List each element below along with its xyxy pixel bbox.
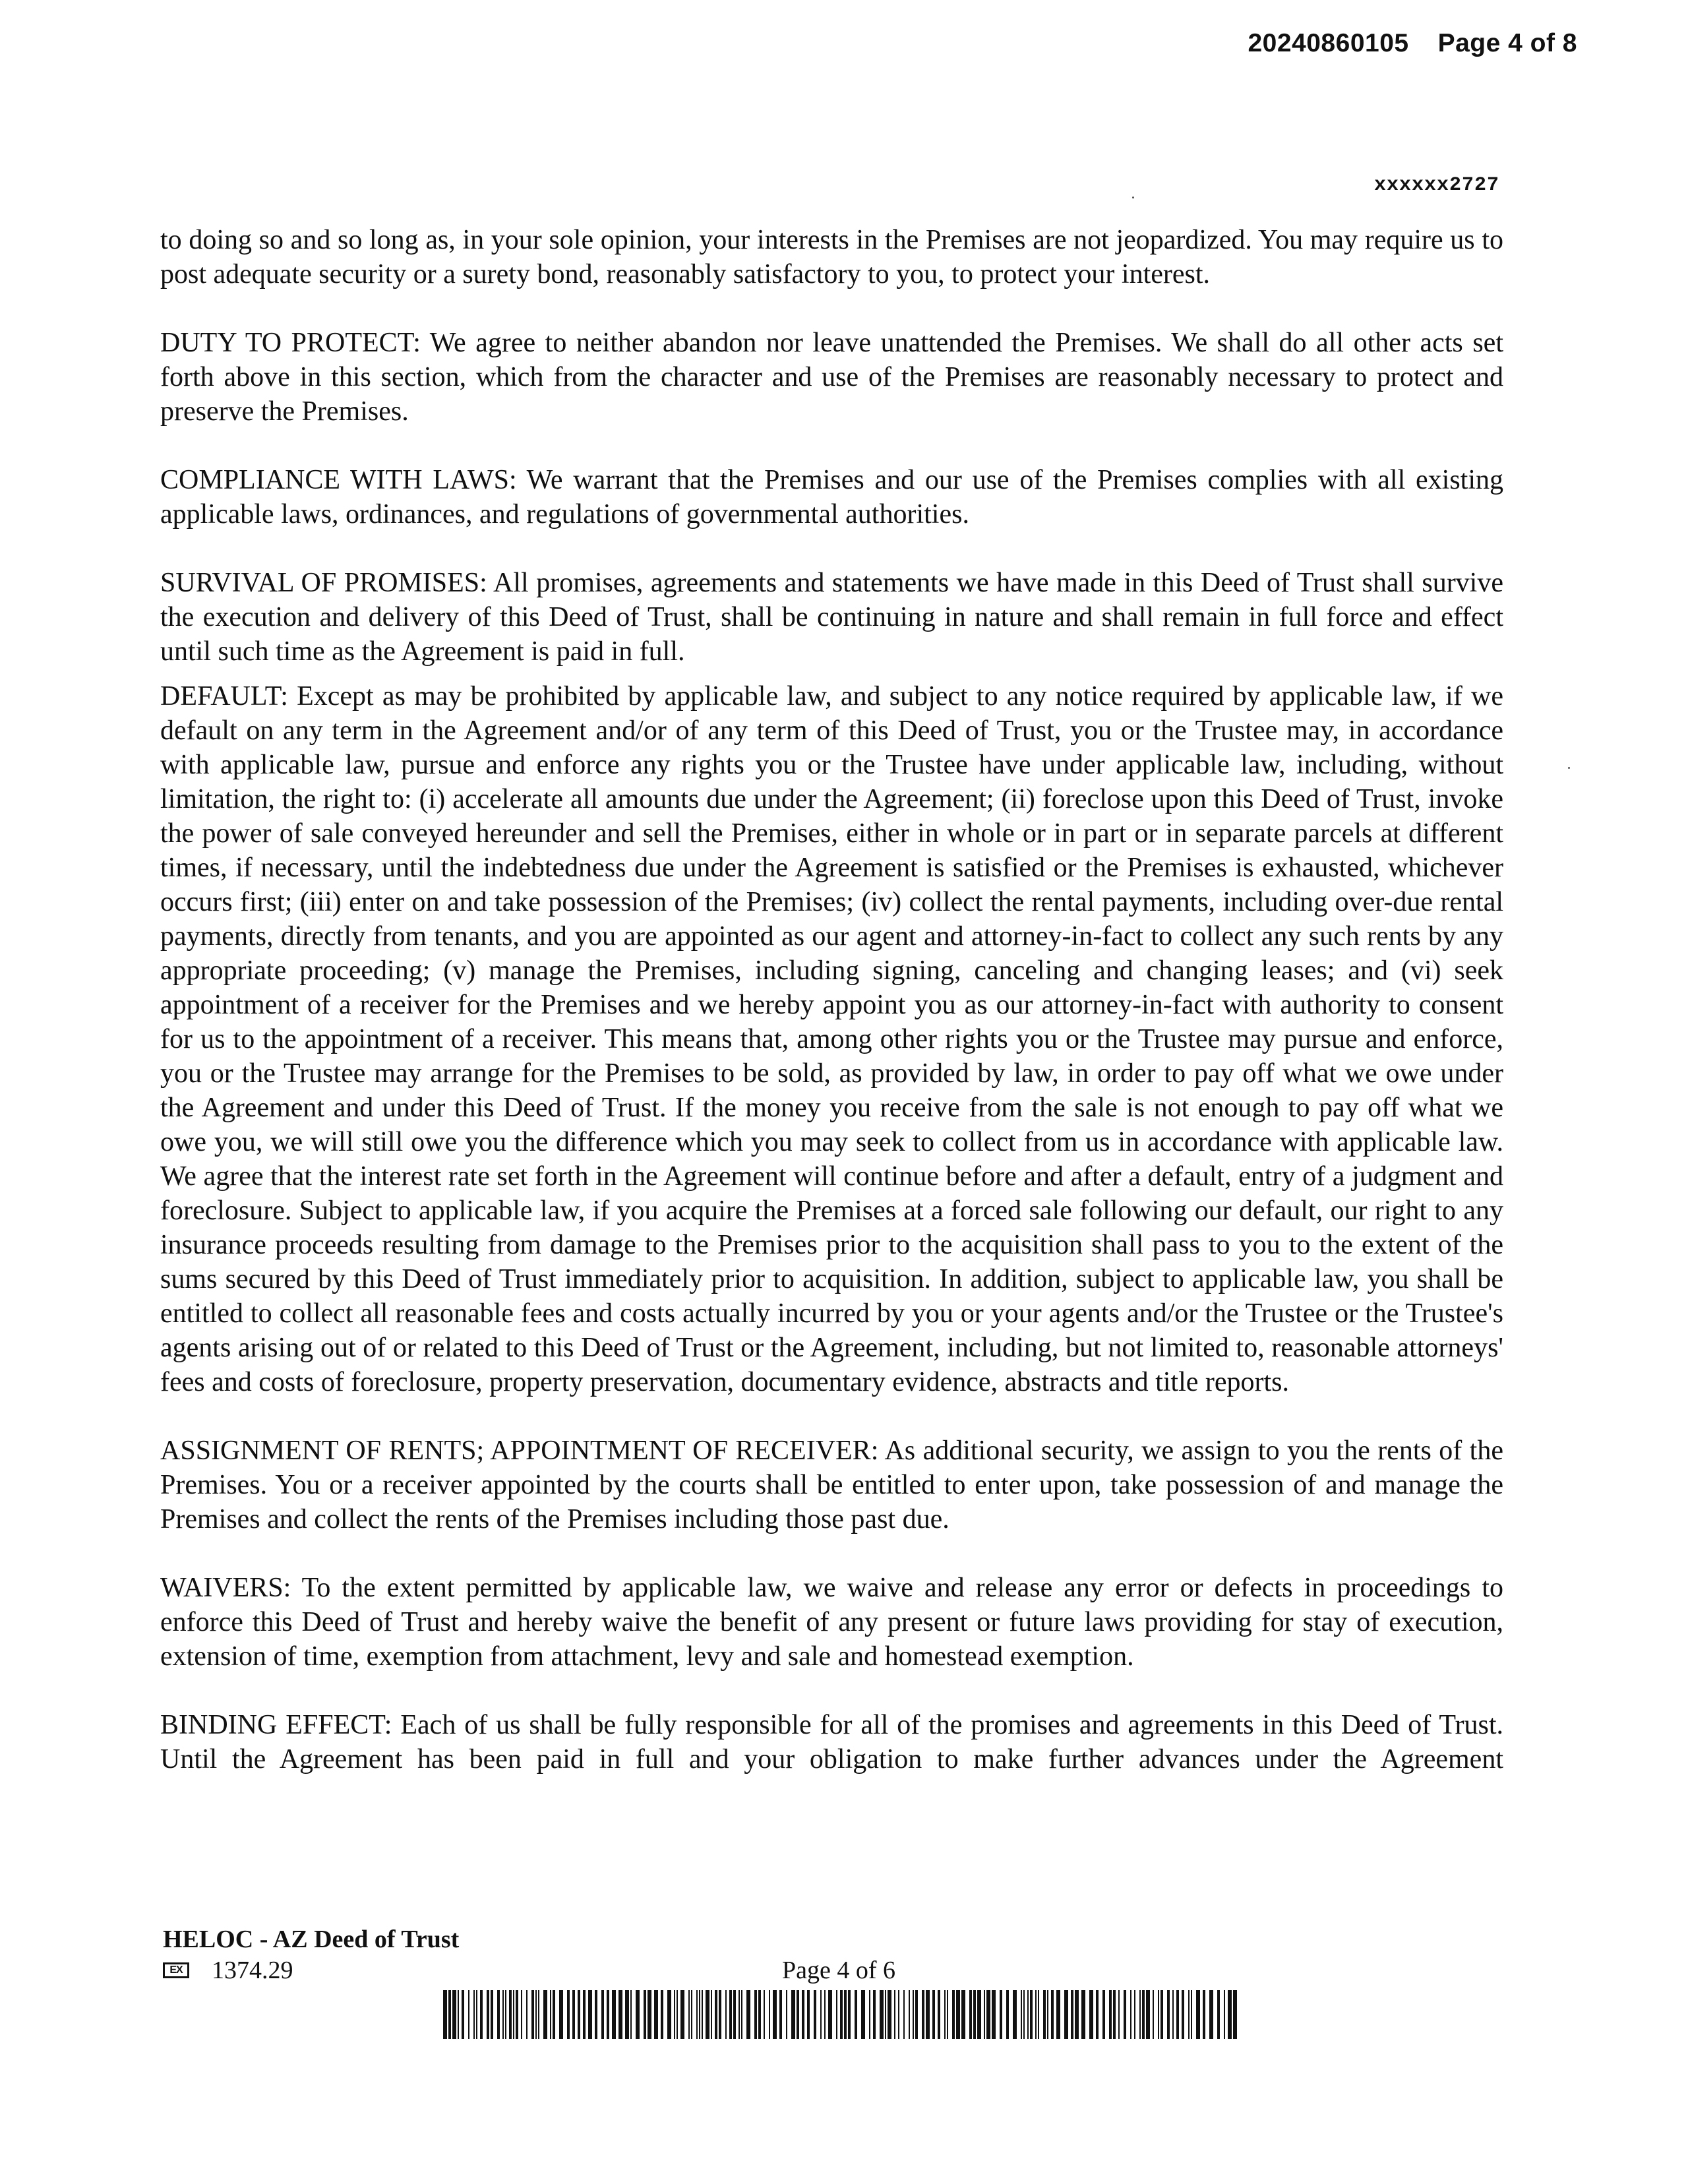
ex-logo-icon: EX [163,1962,189,1978]
barcode-bar [898,1990,899,2039]
barcode-bar [1102,1990,1105,2039]
barcode-bar [644,1990,646,2039]
barcode-bar [543,1990,547,2039]
barcode-bar [1158,1990,1159,2039]
barcode-bar [696,1990,698,2039]
barcode-bar [1176,1990,1179,2039]
barcode-bar [961,1990,965,2039]
barcode-bar [729,1990,732,2039]
barcode-bar [550,1990,551,2039]
barcode-bar [458,1990,459,2039]
barcode-bar [820,1990,822,2039]
barcode-bar [1167,1990,1170,2039]
barcode-bar [1139,1990,1141,2039]
barcode-bar [1064,1990,1068,2039]
barcode-bar [680,1990,684,2039]
barcode-bar [559,1990,563,2039]
barcode-bar [1172,1990,1174,2039]
barcode-bar [595,1990,597,2039]
form-code-row [163,1956,293,1985]
barcode-bar [691,1990,692,2039]
barcode-bar [1182,1990,1184,2039]
account-number: xxxxxx2727 [1373,174,1499,197]
barcode-bar [984,1990,985,2039]
barcode-bar [1109,1990,1112,2039]
barcode-bar [553,1990,555,2039]
barcode-bar [992,1990,996,2039]
barcode-bar [1191,1990,1192,2039]
barcode-bar [1188,1990,1190,2039]
barcode-bar [513,1990,514,2039]
barcode-bar [1160,1990,1163,2039]
paragraph-waivers: WAIVERS: To the extent permitted by applicable law, we waive and release any error or defects in proceedings to enforce this Deed of Trust and hereby waive the benefit of any present or future laws providing for stay of execution, extension of time, exemption from attachment, levy and sale and homestead exemption. [160,1573,1503,1672]
barcode-bar [932,1990,935,2039]
barcode-bar [1113,1990,1116,2039]
recording-header [1248,29,1577,58]
barcode-bar [535,1990,537,2039]
barcode-bar [588,1990,592,2039]
barcode-bar [741,1990,742,2039]
barcode-bar [509,1990,512,2039]
barcode-bar [706,1990,709,2039]
barcode-bar [1203,1990,1205,2039]
barcode-icon [443,1990,1238,2039]
barcode-bar [977,1990,981,2039]
barcode-bar [848,1990,851,2039]
barcode-bar [648,1990,651,2039]
paragraph-default: DEFAULT: Except as may be prohibited by applicable law, and subject to any notice required by applicable law, if we default on any term in the Agreement and/or of any term of this Deed of Trust, you or the Trustee may, in accordance with applicable law, pursue and enforce any rights you or the Trustee have under applicable law, including, without limitation, the right to: (i) accelerate all amounts due under the Agreement; (ii) foreclose upon this Deed of Trust, invoke the power of sale conveyed hereunder and sell the Premises, either in whole or in part or in separate parcels at different times, if necessary, until the indebtedness due under the Agreement is satisfied or the Premises is exhausted, whichever occurs first; (iii) enter on and take possession of the Premises; (iv) collect the rental payments, including over-due rental payments, directly from tenants, and you are appointed as our agent and attorney-in-fact to collect any such rents by any appropriate proceeding; (v) manage the Premises, including signing, canceling and changing leases; and (vi) seek appointment of a receiver for the Premises and we hereby appoint you as our attorney-in-fact with authority to consent for us to the appointment of a receiver. This means that, among other rights you or the Trustee may pursue and enforce, you or the Trustee may arrange for the Premises to be sold, as provided by law, in order to pay off what we owe under the Agreement and under this Deed of Trust. If the money you receive from the sale is not enough to pay off what we owe you, we will still owe you the difference which you may seek to collect from us in accordance with applicable law. We agree that the interest rate set forth in the Agreement will continue before and after a default, entry of a judgment and foreclosure. Subject to applicable law, if you acquire the Premises at a forced sale following our default, our right to any insurance proceeds resulting from damage to the Premises prior to the acquisition shall pass to you to the extent of the sums secured by this Deed of Trust immediately prior to acquisition. In addition, subject to applicable law, you shall be entitled to collect all reasonable fees and costs actually incurred by you or your agents and/or the Trustee or the Trustee's agents arising out of or related to this Deed of Trust or the Agreement, including, but not limited to, reasonable attorneys' fees and costs of foreclosure, property preservation, documentary evidence, abstracts and title reports. [160,681,1503,1397]
barcode-bar [654,1990,658,2039]
barcode-bar [769,1990,770,2039]
barcode-bar [909,1990,910,2039]
barcode-bar [1228,1990,1232,2039]
barcode-bar [1043,1990,1046,2039]
paragraph-survival-of-promises: SURVIVAL OF PROMISES: All promises, agreements and statements we have made in this Deed of Trust shall survive the execution and delivery of this Deed of Trust, shall be continuing in nature and shall remain in full force and effect until such time as the Agreement is paid in full. [160,568,1503,667]
barcode-bar [947,1990,948,2039]
barcode-bar [462,1990,464,2039]
barcode-bar [861,1990,865,2039]
barcode-bar [1089,1990,1093,2039]
barcode-bar [667,1990,671,2039]
barcode-bar [661,1990,663,2039]
barcode-bar [1006,1990,1009,2039]
paragraph-duty-to-protect: DUTY TO PROTECT: We agree to neither abandon nor leave unattended the Premises. We shall do all other acts set forth above in this section, which from the character and use of the Premises are reasonably necessary to protect and preserve the Premises. [160,328,1503,427]
form-code: 1374.29 [212,1957,293,1984]
barcode-bar [516,1990,518,2039]
barcode-bar [578,1990,580,2039]
barcode-bar [888,1990,891,2039]
barcode-bar [715,1990,717,2039]
scan-speck [1132,197,1134,198]
barcode-bar [1081,1990,1085,2039]
barcode-bar [630,1990,632,2039]
barcode-bar [746,1990,750,2039]
barcode-bar [473,1990,475,2039]
barcode-bar [699,1990,700,2039]
barcode-bar [733,1990,736,2039]
barcode-bar [1224,1990,1225,2039]
barcode-bar [922,1990,924,2039]
barcode-bar [1153,1990,1154,2039]
barcode-bar [1027,1990,1029,2039]
barcode-bar [1075,1990,1079,2039]
barcode-bar [583,1990,586,2039]
barcode-bar [526,1990,528,2039]
barcode-bar [1124,1990,1126,2039]
barcode-bar [1051,1990,1054,2039]
barcode-bar [601,1990,604,2039]
barcode-bar [1013,1990,1017,2039]
barcode-bar [885,1990,886,2039]
barcode-bar [491,1990,493,2039]
barcode-bar [873,1990,876,2039]
barcode-bar [986,1990,990,2039]
paragraph-compliance-with-laws: COMPLIANCE WITH LAWS: We warrant that the Premises and our use of the Premises complies with all existing applicable laws, ordinances, and regulations of governmental authorities. [160,465,1503,530]
barcode-bar [956,1990,960,2039]
barcode-bar [468,1990,469,2039]
barcode-bar [807,1990,810,2039]
barcode-bar [476,1990,477,2039]
barcode-bar [497,1990,500,2039]
paragraph-assignment-of-rents: ASSIGNMENT OF RENTS; APPOINTMENT OF RECEIVER: As additional security, we assign to you the rents of the Premises. You or a receiver appointed by the courts shall be entitled to enter upon, take possession of and manage the Premises and collect the rents of the Premises including those past due. [160,1436,1503,1534]
barcode-bar [1035,1990,1037,2039]
barcode-bar [531,1990,534,2039]
barcode-bar [952,1990,955,2039]
barcode-bar [702,1990,703,2039]
barcode-bar [1142,1990,1145,2039]
barcode-bar [1217,1990,1220,2039]
barcode-bar [618,1990,622,2039]
barcode-bar [786,1990,787,2039]
barcode-bar [1146,1990,1150,2039]
form-title: HELOC - AZ Deed of Trust [163,1926,460,1953]
barcode-bar [1196,1990,1200,2039]
barcode-bar [677,1990,678,2039]
barcode-bar [754,1990,757,2039]
barcode-bar [538,1990,539,2039]
recording-document-number: 20240860105 [1248,29,1409,57]
barcode-bar [1096,1990,1099,2039]
barcode-bar [443,1990,447,2039]
barcode-bar [944,1990,946,2039]
barcode-bar [938,1990,940,2039]
barcode-bar [567,1990,570,2039]
barcode-bar [625,1990,629,2039]
barcode-bar [487,1990,489,2039]
barcode-bar [855,1990,857,2039]
barcode-bar [607,1990,609,2039]
barcode-bar [1118,1990,1120,2039]
barcode-bar [802,1990,804,2039]
scan-speck [1568,767,1570,769]
barcode-bar [913,1990,914,2039]
paragraph-continuation: to doing so and so long as, in your sole opinion, your interests in the Premises are not jeopardized. You may require us to post adequate security or a surety bond, reasonably satisfactory to you, to protect your interest. [160,225,1503,289]
barcode-bar [505,1990,506,2039]
barcode-bar [1030,1990,1033,2039]
recording-page-number: Page 4 of 8 [1437,29,1577,57]
barcode-bar [880,1990,884,2039]
barcode-bar [480,1990,483,2039]
barcode-bar [452,1990,456,2039]
barcode-bar [1021,1990,1022,2039]
barcode-bar [758,1990,761,2039]
barcode-bar [844,1990,847,2039]
barcode-bar [903,1990,905,2039]
footer-page-number: Page 4 of 6 [782,1957,896,1984]
barcode-bar [969,1990,972,2039]
barcode-bar [779,1990,782,2039]
barcode-bar [572,1990,575,2039]
barcode-bar [869,1990,870,2039]
barcode-bar [791,1990,795,2039]
paragraph-binding-effect: BINDING EFFECT: Each of us shall be fully responsible for all of the promises and agreements in this Deed of Trust. Until the Agreement has been paid in full and your obligation to make further advances under the Agreement [160,1710,1503,1774]
barcode-bar [448,1990,451,2039]
barcode-bar [521,1990,522,2039]
barcode-bar [1038,1990,1039,2039]
barcode-bar [688,1990,690,2039]
barcode-bar [1047,1990,1048,2039]
barcode-bar [973,1990,976,2039]
barcode-bar [1000,1990,1002,2039]
barcode-bar [824,1990,826,2039]
barcode-bar [711,1990,712,2039]
barcode-bar [926,1990,930,2039]
barcode-bar [1130,1990,1131,2039]
barcode-bar [674,1990,675,2039]
barcode-bar [636,1990,640,2039]
barcode-bar [738,1990,740,2039]
barcode-bar [840,1990,843,2039]
barcode-bar [1134,1990,1135,2039]
barcode-bar [828,1990,832,2039]
barcode-bar [719,1990,721,2039]
barcode-bar [773,1990,777,2039]
barcode-bar [612,1990,616,2039]
barcode-bar [1071,1990,1073,2039]
barcode-bar [1233,1990,1237,2039]
barcode-bar [1023,1990,1025,2039]
document-body [160,223,1503,1776]
barcode-bar [502,1990,504,2039]
barcode-bar [725,1990,727,2039]
barcode-bar [764,1990,765,2039]
barcode-bar [1209,1990,1213,2039]
barcode-bar [894,1990,895,2039]
barcode-bar [1056,1990,1060,2039]
barcode-bar [814,1990,816,2039]
barcode-bar [915,1990,918,2039]
barcode-bar [836,1990,837,2039]
barcode-bar [797,1990,799,2039]
